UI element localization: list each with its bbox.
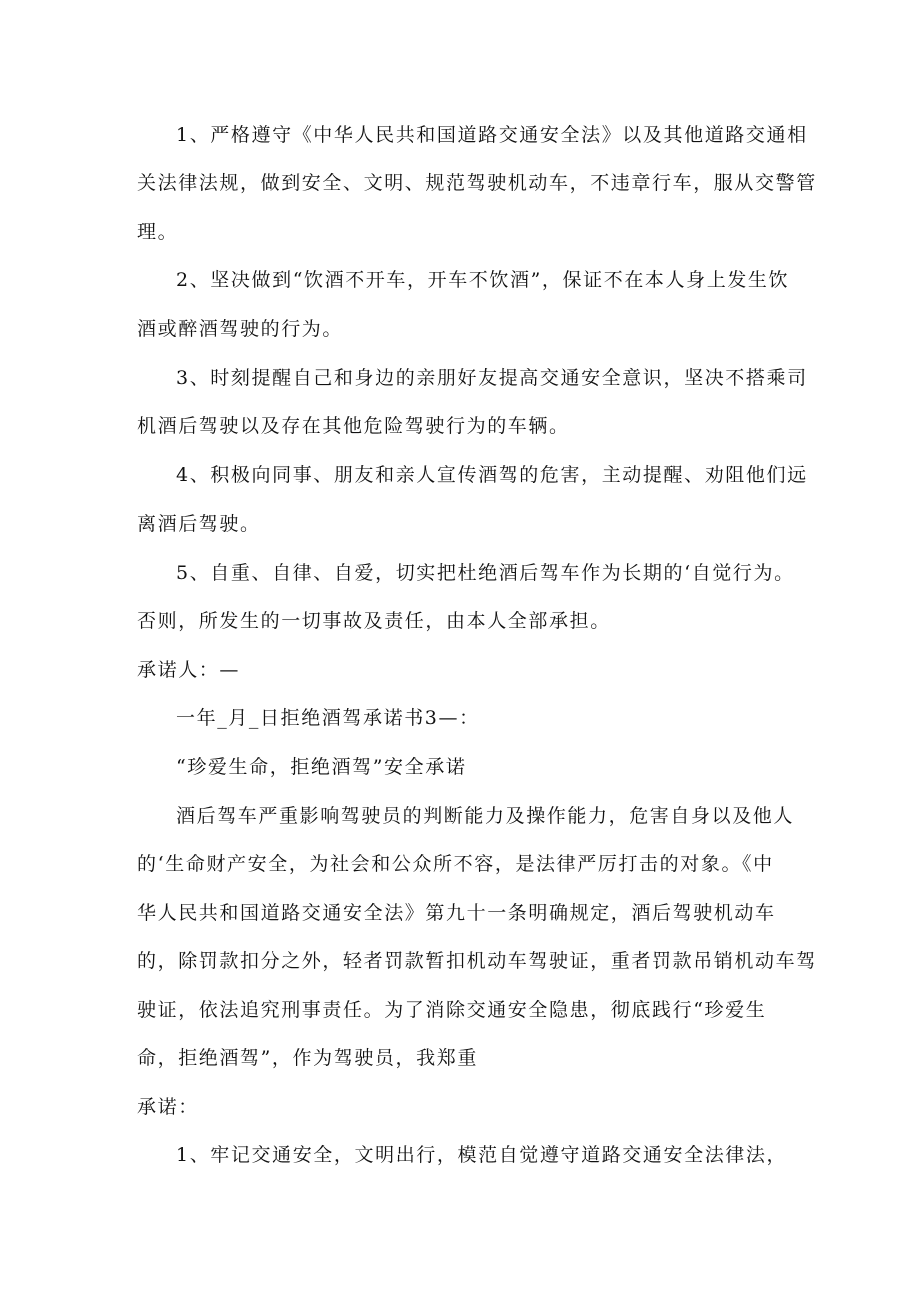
text-line: 机酒后驾驶以及存在其他危险驾驶行为的车辆。 — [137, 415, 570, 437]
section-title: “珍爱生命，拒绝酒驾”安全承诺 — [176, 756, 467, 778]
text-line: 理。 — [137, 221, 179, 243]
text-line: 驶证，依法追究刑事责任。为了消除交通安全隐患，彻底践行“珍爱生 — [137, 999, 767, 1021]
date-heading: 一年_月_日拒绝酒驾承诺书3—： — [176, 707, 480, 729]
text-line: 4、积极向同事、朋友和亲人宣传酒驾的危害，主动提醒、劝阻他们远 — [176, 464, 808, 486]
text-line: 3、时刻提醒自己和身边的亲朋好友提高交通安全意识，坚决不搭乘司 — [176, 367, 808, 389]
text-line: 的，除罚款扣分之外，轻者罚款暂扣机动车驾驶证，重者罚款吊销机动车驾 — [137, 950, 817, 972]
text-line: 的‘生命财产安全，为社会和公众所不容，是法律严厉打击的对象。《中 — [137, 853, 774, 875]
signer-label: 承诺人：— — [137, 659, 241, 681]
text-line: 华人民共和国道路交通安全法》第九十一条明确规定，酒后驾驶机动车 — [137, 902, 776, 924]
text-line: 酒后驾车严重影响驾驶员的判断能力及操作能力，危害自身以及他人 — [176, 805, 795, 827]
text-line: 1、牢记交通安全，文明出行，模范自觉遵守道路交通安全法律法， — [176, 1144, 788, 1166]
text-line: 否则，所发生的一切事故及责任，由本人全部承担。 — [137, 610, 611, 632]
text-line: 5、自重、自律、自爱，切实把杜绝酒后驾车作为长期的‘自觉行为。 — [176, 562, 795, 584]
text-line: 命，拒绝酒驾”，作为驾驶员，我郑重 — [137, 1047, 478, 1069]
text-line: 酒或醉酒驾驶的行为。 — [137, 318, 344, 340]
text-line: 2、坚决做到“饮酒不开车，开车不饮酒”，保证不在本人身上发生饮 — [176, 269, 790, 291]
promise-label: 承诺： — [137, 1096, 199, 1118]
text-line: 离酒后驾驶。 — [137, 513, 261, 535]
text-line: 关法律法规，做到安全、文明、规范驾驶机动车，不违章行车，服从交警管 — [137, 172, 817, 194]
text-line: 1、严格遵守《中华人民共和国道路交通安全法》以及其他道路交通相 — [176, 124, 808, 146]
